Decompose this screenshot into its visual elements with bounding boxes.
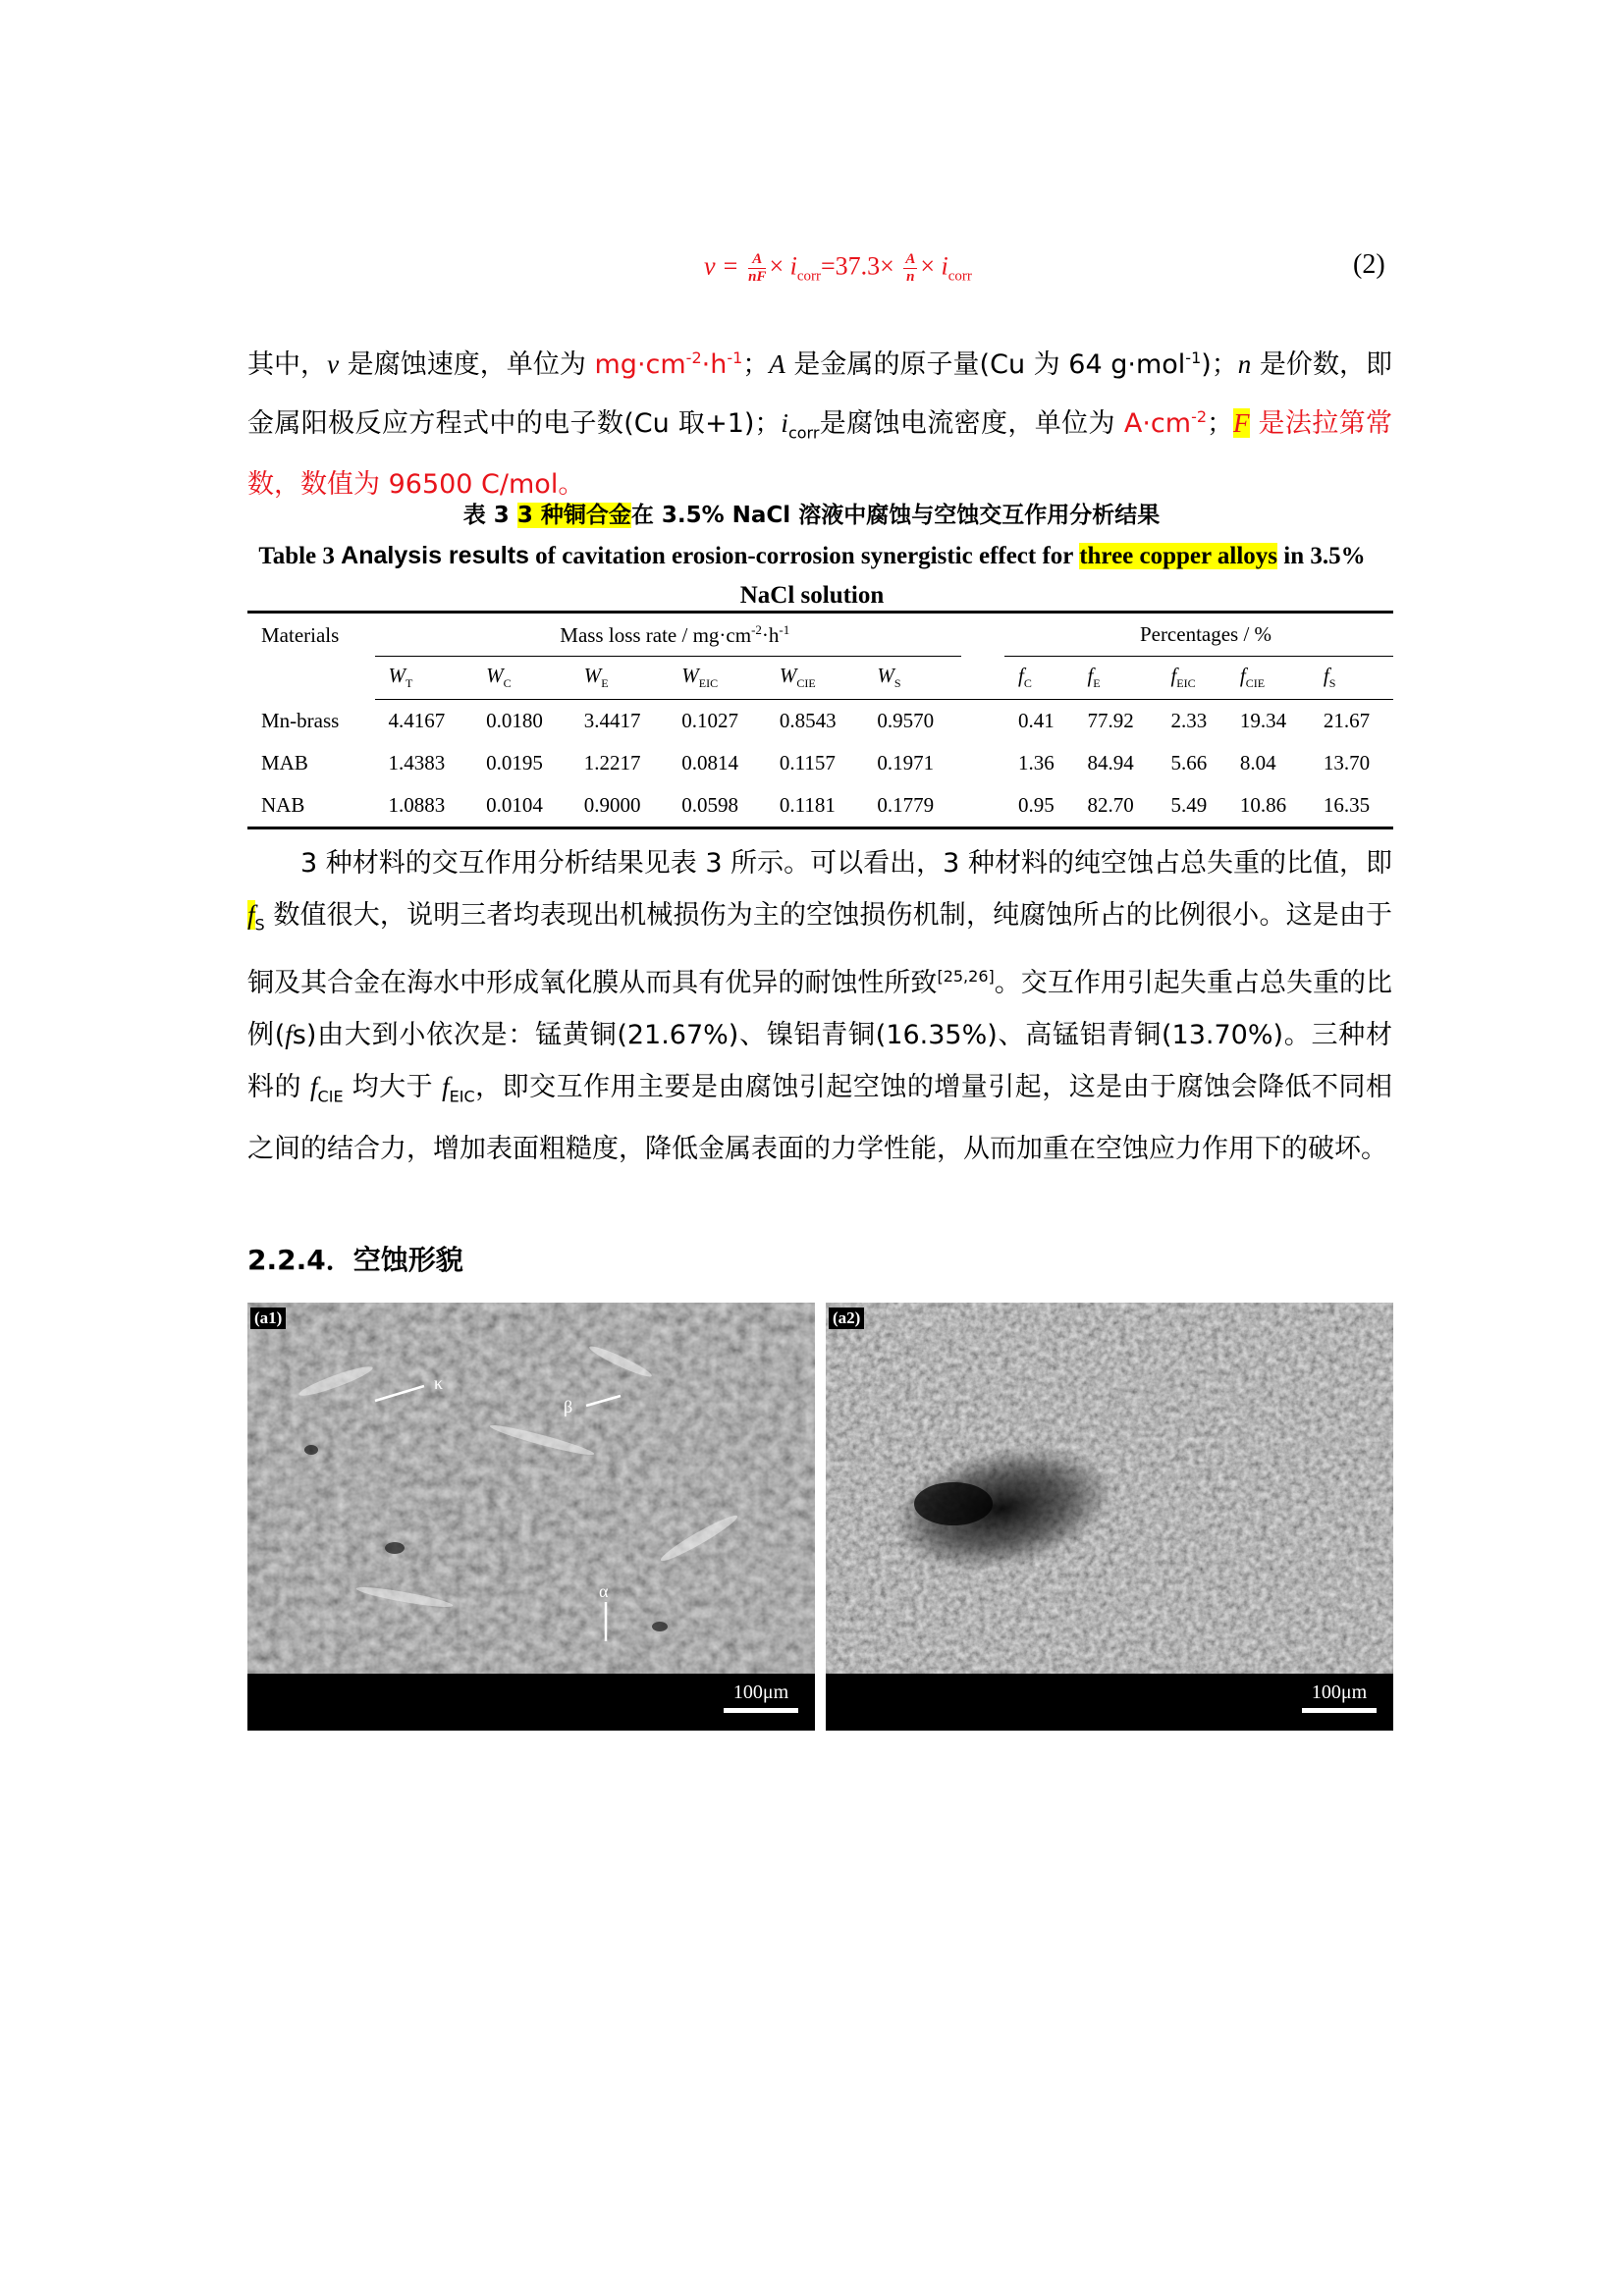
- table-cell: 0.0104: [472, 784, 570, 828]
- sem-texture-a2: [826, 1303, 1393, 1674]
- table-subheader-row: [247, 657, 1393, 700]
- table-cell: 13.70: [1323, 751, 1371, 774]
- column-gap: [961, 657, 1004, 700]
- table-cell: 0.1157: [779, 751, 836, 774]
- subheader-WCIE: $W_{CIE}$: [766, 657, 864, 700]
- eq-fraction-1: $\frac{A}{nF}$: [748, 251, 767, 285]
- table-cell: 21.67: [1323, 709, 1371, 732]
- table-cell: 1.0883: [375, 784, 473, 828]
- eq-v: v =: [704, 251, 746, 281]
- table-cell: 0.95: [1004, 784, 1073, 828]
- table-cell: 0.1779: [863, 784, 961, 828]
- subheader-WEIC: $W_{EIC}$: [668, 657, 766, 700]
- label-kappa: κ: [434, 1373, 444, 1393]
- table-caption-cn: 表 3 3 种铜合金在 3.5% NaCl 溶液中腐蚀与空蚀交互作用分析结果: [462, 503, 1161, 528]
- scale-bar-a2: 100μm: [1302, 1682, 1377, 1713]
- sem-image-a1: [247, 1303, 815, 1731]
- table-cell: 1.36: [1018, 751, 1055, 774]
- table-cell: 10.86: [1226, 784, 1310, 828]
- table-cell: 77.92: [1087, 709, 1134, 732]
- table-cell: 1.2217: [583, 751, 641, 774]
- table-cell: 0.0195: [486, 751, 543, 774]
- scale-bar-a1: 100μm: [724, 1682, 798, 1713]
- table-cell: 5.49: [1157, 784, 1225, 828]
- header-mass-loss: Mass loss rate / $mg\cdot cm^{-2}\cdot h^{-1}$: [375, 613, 961, 657]
- table-cell: 5.66: [1170, 751, 1208, 774]
- table-caption-en: Table 3 Analysis results of cavitation erosion-corrosion synergistic effect for three copper alloys in 3.5% NaCl solution: [258, 542, 1366, 609]
- table-cell: 0.1027: [681, 709, 739, 732]
- table-cell: 3.4417: [583, 709, 641, 732]
- table-cell: 16.35: [1310, 784, 1393, 828]
- table-cell: 0.9000: [570, 784, 669, 828]
- table-cell: 0.0814: [681, 751, 739, 774]
- table-cell: 4.4167: [388, 709, 446, 732]
- table-cell: 0.0598: [668, 784, 766, 828]
- subheader-fEIC: $f_{EIC}$: [1157, 657, 1225, 700]
- results-table: [247, 611, 1393, 829]
- table-cell: 84.94: [1087, 751, 1134, 774]
- paragraph-variables: 其中，v 是腐蚀速度，单位为 $mg\cdot cm^{-2}\cdot h^{-1}$；A 是金属的原子量(Cu 为 64 g·mol$^{-1}$)；n 是价数，即金属阳极反应方程式中的电子数(Cu 取+1)；$i_{corr}$是腐蚀电流密度，单位为 $A\cdot cm^{-2}$；F 是法拉第常数，数值为 96500 C/mol。: [247, 348, 1392, 501]
- label-alpha: α: [599, 1581, 609, 1601]
- subheader-fCIE: $f_{CIE}$: [1226, 657, 1310, 700]
- table-cell: 0.1181: [766, 784, 864, 828]
- paragraph-analysis: 3 种材料的交互作用分析结果见表 3 所示。可以看出，3 种材料的纯空蚀占总失重的比值，即 $f_S$ 数值很大，说明三者均表现出机械损伤为主的空蚀损伤机制，纯腐蚀所占的比例很小。这是由于铜及其合金在海水中形成氧化膜从而具有优异的耐蚀性所致[25,26]。交互作用引起失重占总失重的比例(fs)由大到小依次是：锰黄铜(21.67%)、镍铝青铜(16.35%)、高锰铝青铜(13.70%)。三种材料的 $f_{CIE}$ 均大于 $f_{EIC}$，即交互作用主要是由腐蚀引起空蚀的增量引起，这是由于腐蚀会降低不同相之间的结合力，增加表面粗糙度，降低金属表面的力学性能，从而加重在空蚀应力作用下的破坏。: [247, 848, 1393, 1164]
- table-row: [247, 742, 1393, 784]
- table-cell: 0.9570: [877, 709, 935, 732]
- table-row: [247, 700, 1393, 743]
- column-gap: [961, 700, 1004, 743]
- subheader-fC: $f_C$: [1004, 657, 1073, 700]
- subheader-WE: $W_E$: [570, 657, 669, 700]
- section-heading: 2.2.4．空蚀形貌: [247, 1244, 463, 1276]
- eq-fraction-2: $\frac{A}{n}$: [905, 251, 916, 285]
- table-cell: 8.04: [1239, 751, 1276, 774]
- subheader-WC: $W_C$: [472, 657, 570, 700]
- table-cell: 2.33: [1170, 709, 1208, 732]
- table-cell: 19.34: [1239, 709, 1287, 732]
- subheader-fS: $f_S$: [1310, 657, 1393, 700]
- table-cell: 82.70: [1073, 784, 1157, 828]
- sem-texture-a1: [247, 1303, 815, 1674]
- table-cell: 1.4383: [388, 751, 446, 774]
- label-beta: β: [564, 1397, 573, 1416]
- header-percentages: Percentages / %: [1004, 613, 1393, 657]
- table-cell: 0.0180: [486, 709, 543, 732]
- column-gap: [961, 742, 1004, 784]
- equation-2: [0, 243, 1623, 294]
- header-materials: Materials: [247, 613, 375, 700]
- table-cell: 0.1971: [877, 751, 935, 774]
- subheader-fE: $f_E$: [1073, 657, 1157, 700]
- figure-label-a1: (a1): [250, 1308, 286, 1329]
- column-gap: [961, 784, 1004, 828]
- equation-number: (2): [1353, 249, 1385, 280]
- sem-image-a2: [826, 1303, 1393, 1731]
- table-cell: 0.8543: [779, 709, 837, 732]
- figure-label-a2: (a2): [829, 1308, 864, 1329]
- material-name: MAB: [261, 751, 308, 774]
- table-row: [247, 784, 1393, 828]
- subheader-WT: $W_T$: [375, 657, 473, 700]
- subheader-WS: $W_S$: [863, 657, 961, 700]
- equation-body: v = $\frac{A}{nF}$ × $i_{corr}=37.3\times$ $\frac{A}{n}$ × $i_{corr}$: [704, 251, 972, 285]
- material-name: NAB: [247, 784, 375, 828]
- table-cell: 0.41: [1018, 709, 1055, 732]
- material-name: Mn-brass: [261, 708, 340, 732]
